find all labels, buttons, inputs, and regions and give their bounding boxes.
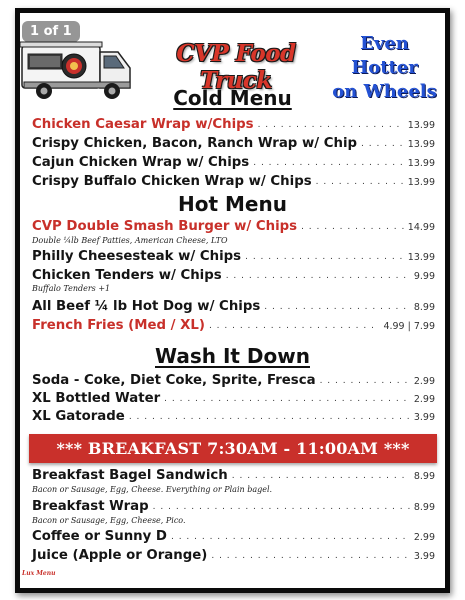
- item-price: 13.99: [407, 158, 435, 169]
- leader-dots: [209, 317, 380, 335]
- item-name: Cajun Chicken Wrap w/ Chips: [32, 155, 250, 170]
- item-name: Crispy Chicken, Bacon, Ranch Wrap w/ Chip: [32, 136, 358, 151]
- leader-dots: [153, 498, 410, 516]
- item-name: Chicken Tenders w/ Chips: [32, 268, 222, 283]
- item-name: Coffee or Sunny D: [32, 529, 167, 544]
- brand-title: CVP Food Truck: [176, 40, 296, 94]
- drinks-heading: [0, 344, 465, 368]
- item-name: Breakfast Wrap: [32, 499, 149, 514]
- leader-dots: [301, 218, 404, 236]
- leader-dots: [164, 390, 410, 408]
- item-price: 8.99: [413, 502, 435, 513]
- leader-dots: [316, 173, 404, 191]
- item-description: Bacon or Sausage, Egg, Cheese. Everything or Plain bagel.: [32, 485, 273, 494]
- item-price: 13.99: [407, 252, 435, 263]
- menu-item: [32, 154, 435, 173]
- slogan-line: on Wheels: [332, 81, 437, 102]
- menu-item: [32, 498, 435, 517]
- menu-item: [32, 547, 435, 566]
- item-description: Bacon or Sausage, Egg, Cheese, Pico.: [32, 516, 186, 525]
- menu-item: [32, 248, 435, 267]
- item-price: 2.99: [413, 376, 435, 387]
- menu-item: [32, 467, 435, 486]
- item-name: Philly Cheesesteak w/ Chips: [32, 249, 242, 264]
- leader-dots: [232, 467, 410, 485]
- image-counter-badge: 1 of 1: [22, 21, 80, 42]
- leader-dots: [253, 154, 404, 172]
- item-description: Double ¼lb Beef Patties, American Cheese, LTO: [32, 236, 228, 245]
- item-description: Buffalo Tenders +1: [32, 284, 111, 293]
- item-price: 14.99: [407, 222, 435, 233]
- item-price: 13.99: [407, 177, 435, 188]
- leader-dots: [129, 408, 410, 426]
- menu-item: [32, 218, 435, 237]
- item-name: XL Bottled Water: [32, 391, 161, 406]
- slogan-line: Hotter: [351, 57, 418, 78]
- item-price: 13.99: [407, 139, 435, 150]
- menu-item: [32, 408, 435, 427]
- leader-dots: [320, 372, 410, 390]
- menu-item: [32, 135, 435, 154]
- cold-menu-heading-text: Cold Menu: [173, 86, 292, 110]
- leader-dots: [211, 547, 409, 565]
- menu-item: [32, 372, 435, 391]
- menu-item: [32, 298, 435, 317]
- item-name: All Beef ¼ lb Hot Dog w/ Chips: [32, 299, 261, 314]
- item-name: Juice (Apple or Orange): [32, 548, 208, 563]
- slogan-line: Even: [360, 33, 409, 54]
- cold-menu-heading: [0, 86, 465, 110]
- item-price: 8.99: [413, 302, 435, 313]
- item-name: Chicken Caesar Wrap w/Chips: [32, 117, 254, 132]
- item-name: XL Gatorade: [32, 409, 125, 424]
- item-name: French Fries (Med / XL): [32, 318, 205, 333]
- item-name: Soda - Coke, Diet Coke, Sprite, Fresca: [32, 373, 316, 388]
- menu-item: [32, 317, 435, 336]
- item-price: 2.99: [413, 532, 435, 543]
- drinks-heading-text: Wash It Down: [155, 344, 310, 368]
- item-price: 2.99: [413, 394, 435, 405]
- item-price: 3.99: [413, 412, 435, 423]
- menu-item: [32, 173, 435, 192]
- leader-dots: [171, 528, 410, 546]
- leader-dots: [245, 248, 404, 266]
- menu-item: [32, 528, 435, 547]
- leader-dots: [361, 135, 404, 153]
- hot-menu-heading-text: Hot Menu: [178, 192, 287, 216]
- leader-dots: [264, 298, 410, 316]
- item-name: Crispy Buffalo Chicken Wrap w/ Chips: [32, 174, 312, 189]
- item-price: 3.99: [413, 551, 435, 562]
- menu-item: [32, 116, 435, 135]
- footer-logo-text: Lux Menu: [22, 570, 56, 577]
- item-price: 8.99: [413, 471, 435, 482]
- item-name: Breakfast Bagel Sandwich: [32, 468, 228, 483]
- menu-item: [32, 390, 435, 409]
- leader-dots: [226, 267, 410, 285]
- item-price: 4.99 | 7.99: [383, 321, 435, 332]
- hot-menu-heading: [0, 192, 465, 216]
- breakfast-banner: *** BREAKFAST 7:30AM - 11:00AM ***: [29, 434, 437, 463]
- item-name: CVP Double Smash Burger w/ Chips: [32, 219, 298, 234]
- item-price: 13.99: [407, 120, 435, 131]
- item-price: 9.99: [413, 271, 435, 282]
- leader-dots: [258, 116, 404, 134]
